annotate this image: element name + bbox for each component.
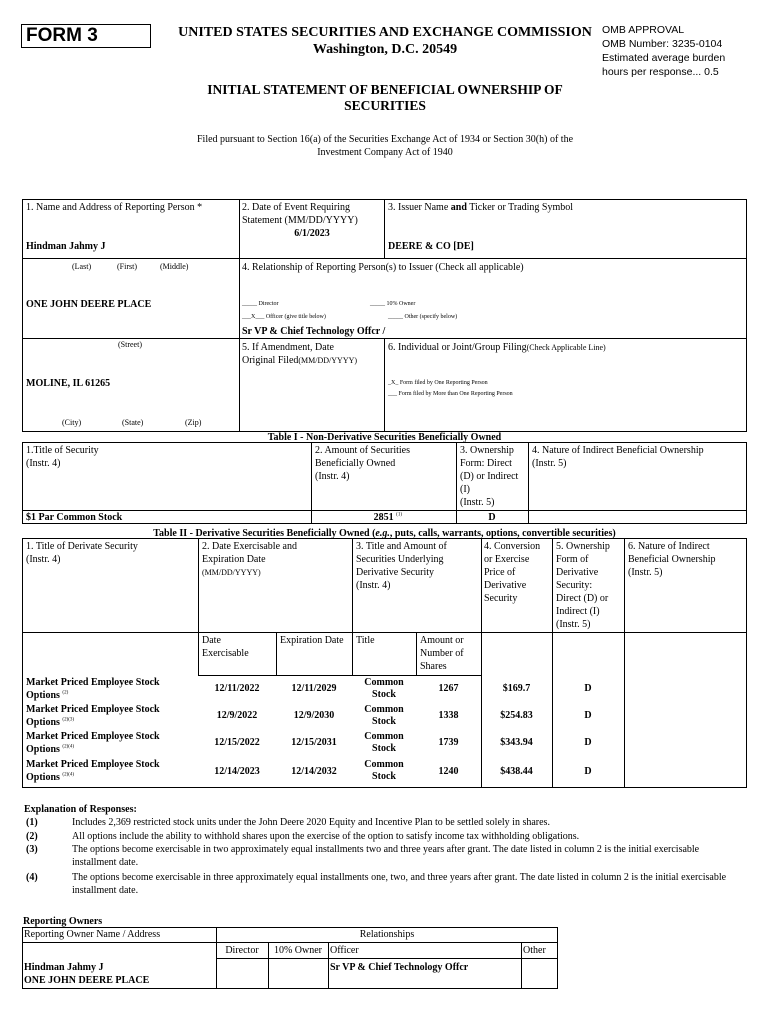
divider	[276, 632, 277, 675]
label-state: (State)	[122, 418, 144, 427]
divider	[22, 258, 747, 259]
divider	[198, 538, 199, 675]
row-exercisable: 12/11/2022	[214, 683, 260, 694]
filed-pursuant	[150, 133, 620, 159]
omb-approval	[602, 23, 725, 79]
owners-col-other: Other	[523, 945, 546, 956]
owners-col-ten-percent: 10% Owner	[273, 945, 323, 956]
subheader-amount: Amount or Number of Shares	[420, 635, 464, 672]
table1-row-form: D	[488, 512, 496, 523]
row-amount: 1240	[438, 765, 459, 777]
divider	[328, 942, 329, 989]
reporting-person-name: Hindman Jahmy J	[26, 241, 106, 252]
table1-col-amount: 2. Amount of Securities Beneficially Owned (Instr. 4)	[315, 445, 410, 482]
label-last: (Last)	[72, 262, 92, 271]
table2-col-nature: 6. Nature of Indirect Beneficial Ownership (Instr. 5)	[628, 541, 716, 578]
subheader-expiration: Expiration Date	[280, 635, 344, 646]
filed-line: Filed pursuant to Section 16(a) of the Securities Exchange Act of 1934 or Section 30(h) of the	[196, 134, 574, 145]
issuer-name: DEERE & CO [DE]	[388, 241, 474, 252]
row-amount: 1267	[438, 683, 459, 694]
officer-checkbox: ___X___ Officer (give title below)	[242, 314, 326, 320]
table1-col-nature: 4. Nature of Indirect Beneficial Ownership (Instr. 5)	[532, 445, 704, 469]
label-zip: (Zip)	[185, 418, 202, 427]
row-price: $254.83	[500, 710, 533, 721]
name-address-label: 1. Name and Address of Reporting Person *	[26, 202, 203, 213]
table2-col-title: 1. Title of Derivate Security (Instr. 4)	[26, 541, 138, 565]
table2-col-conversion: 4. Conversion or Exercise Price of Derivative Security	[484, 541, 541, 604]
street-address: ONE JOHN DEERE PLACE	[26, 299, 152, 310]
filed-line: Investment Company Act of 1940	[317, 147, 453, 158]
table1-row-amount: 2851 $^{(1)}$	[373, 512, 402, 523]
divider	[416, 632, 417, 675]
table-row: Market Priced Employee Stock Options $^{(2)(3)}$	[26, 704, 160, 728]
relationship-label: 4. Relationship of Reporting Person(s) to Issuer (Check all applicable)	[242, 262, 524, 273]
page-title	[170, 82, 600, 114]
filing-label: 6. Individual or Joint/Group Filing(Check Applicable Line)	[388, 342, 606, 353]
label-city: (City)	[62, 418, 82, 427]
row-amount: 1338	[438, 710, 459, 721]
row-nature	[624, 675, 747, 702]
table2-col-ownership: 5. Ownership Form of Derivative Security: Direct (D) or Indirect (I) (Instr. 5)	[556, 541, 610, 630]
row-underlying-title: Common Stock	[364, 759, 404, 782]
footnote-number: (2)	[26, 831, 38, 842]
event-date: 6/1/2023	[294, 228, 330, 239]
agency-city: Washington, D.C. 20549	[312, 42, 458, 57]
table2-col-dates: 2. Date Exercisable and Expiration Date (MM/DD/YYYY)	[202, 541, 297, 577]
footnote-number: (3)	[26, 844, 38, 855]
row-price: $169.7	[502, 683, 531, 694]
owner-name: Hindman Jahmy J ONE JOHN DEERE PLACE	[24, 962, 150, 986]
filing-one-person: _X_ Form filed by One Reporting Person	[388, 380, 488, 386]
footnote-number: (1)	[26, 817, 38, 828]
subheader-date-exercisable: Date Exercisable	[202, 635, 249, 659]
label-middle: (Middle)	[160, 262, 189, 271]
owners-col-director: Director	[225, 945, 259, 956]
owner-officer-title: Sr VP & Chief Technology Offcr	[330, 962, 469, 973]
row-underlying-title: Common Stock	[364, 703, 404, 727]
row-price: $438.44	[500, 765, 533, 777]
row-expiration: 12/11/2029	[291, 683, 337, 694]
divider	[352, 538, 353, 675]
director-checkbox: _____ Director	[242, 301, 279, 307]
omb-line: OMB Number: 3235-0104	[602, 38, 723, 50]
subheader-title: Title	[356, 635, 375, 646]
row-expiration: 12/15/2031	[291, 737, 337, 748]
row-amount: 1739	[438, 737, 459, 748]
required-marker: *	[197, 202, 203, 213]
table-row: Market Priced Employee Stock Options $^{(2)}$	[26, 677, 160, 701]
table2-title: Table II - Derivative Securities Beneficially Owned (e.g., puts, calls, warrants, options, convertible securities)	[153, 528, 616, 539]
table1-col-ownership: 3. Ownership Form: Direct (D) or Indirect (I) (Instr. 5)	[460, 445, 519, 508]
row-nature	[624, 702, 747, 729]
row-exercisable: 12/14/2023	[214, 765, 260, 777]
table-row: Market Priced Employee Stock Options $^{(2)(4)}$	[26, 731, 160, 755]
divider	[22, 338, 747, 339]
other-checkbox: _____ Other (specify below)	[388, 314, 458, 320]
divider	[521, 942, 522, 989]
reporting-owners-heading: Reporting Owners	[23, 916, 103, 927]
row-exercisable: 12/9/2022	[216, 710, 258, 721]
row-form: D	[584, 683, 592, 694]
divider	[22, 942, 558, 943]
table1-row-title: $1 Par Common Stock	[26, 512, 123, 523]
row-nature	[624, 729, 747, 756]
divider	[384, 199, 385, 259]
row-exercisable: 12/15/2022	[214, 737, 260, 748]
owners-col-officer: Officer	[330, 945, 359, 956]
row-form: D	[584, 710, 592, 721]
label-first: (First)	[117, 262, 137, 271]
officer-title: Sr VP & Chief Technology Offcr /	[242, 326, 386, 337]
table-row: Market Priced Employee Stock Options $^{(2)(4)}$	[26, 759, 160, 783]
filing-more-persons: ___ Form filed by More than One Reporting Person	[388, 391, 513, 397]
owners-col-relationships: Relationships	[359, 929, 415, 940]
footnote-text: Includes 2,369 restricted stock units under the John Deere 2020 Equity and Incentive Plan to be settled solely in shares.	[72, 817, 550, 828]
row-form: D	[584, 737, 592, 748]
footnote-text: All options include the ability to withhold shares upon the exercise of the option to satisfy income tax withholding obligations.	[72, 831, 580, 842]
table2-col-underlying: 3. Title and Amount of Securities Underlying Derivative Security (Instr. 4)	[356, 541, 447, 591]
omb-line: OMB APPROVAL	[602, 24, 685, 36]
event-date-label: 2. Date of Event Requiring Statement (MM/DD/YYYY)	[242, 202, 358, 226]
owners-col-name: Reporting Owner Name / Address	[24, 929, 161, 940]
row-price: $343.94	[500, 737, 533, 748]
divider	[528, 442, 529, 524]
ten-percent-owner-checkbox: _____ 10% Owner	[370, 301, 416, 307]
row-expiration: 12/9/2030	[293, 710, 335, 721]
omb-line: hours per response... 0.5	[602, 66, 719, 78]
row-form: D	[584, 765, 592, 777]
row-expiration: 12/14/2032	[291, 765, 337, 777]
table1-title: Table I - Non-Derivative Securities Beneficially Owned	[267, 432, 502, 443]
table1-col-title: 1.Title of Security (Instr. 4)	[26, 445, 99, 469]
page-title-line: SECURITIES	[344, 98, 426, 113]
row-underlying-title: Common Stock	[364, 730, 404, 754]
page-title-line: INITIAL STATEMENT OF BENEFICIAL OWNERSHIP OF	[207, 82, 563, 97]
footnote-text: The options become exercisable in three approximately equal installments one, two, and three years after grant. The date listed in column 2 is the initial exercisable installment date.	[72, 872, 727, 896]
form-label: FORM 3	[26, 25, 98, 46]
divider	[22, 632, 747, 633]
owner-address: ONE JOHN DEERE PLACE	[24, 975, 150, 986]
row-underlying-title: Common Stock	[364, 676, 404, 700]
issuer-label: 3. Issuer Name and Ticker or Trading Symbol	[388, 202, 574, 213]
explanation-heading: Explanation of Responses:	[24, 804, 137, 815]
omb-line: Estimated average burden	[602, 52, 726, 64]
agency-name: UNITED STATES SECURITIES AND EXCHANGE COMMISSION	[178, 25, 592, 40]
divider	[384, 339, 385, 432]
city-state-zip: MOLINE, IL 61265	[26, 378, 111, 389]
label-street: (Street)	[118, 340, 142, 349]
footnote-number: (4)	[26, 872, 38, 883]
footnote-text: The options become exercisable in two approximately equal installments two and three years after grant. The date listed in column 2 is the initial exercisable installment date.	[72, 844, 700, 868]
amendment-label: 5. If Amendment, Date Original Filed(MM/DD/YYYY)	[242, 342, 358, 366]
row-nature	[624, 757, 747, 785]
